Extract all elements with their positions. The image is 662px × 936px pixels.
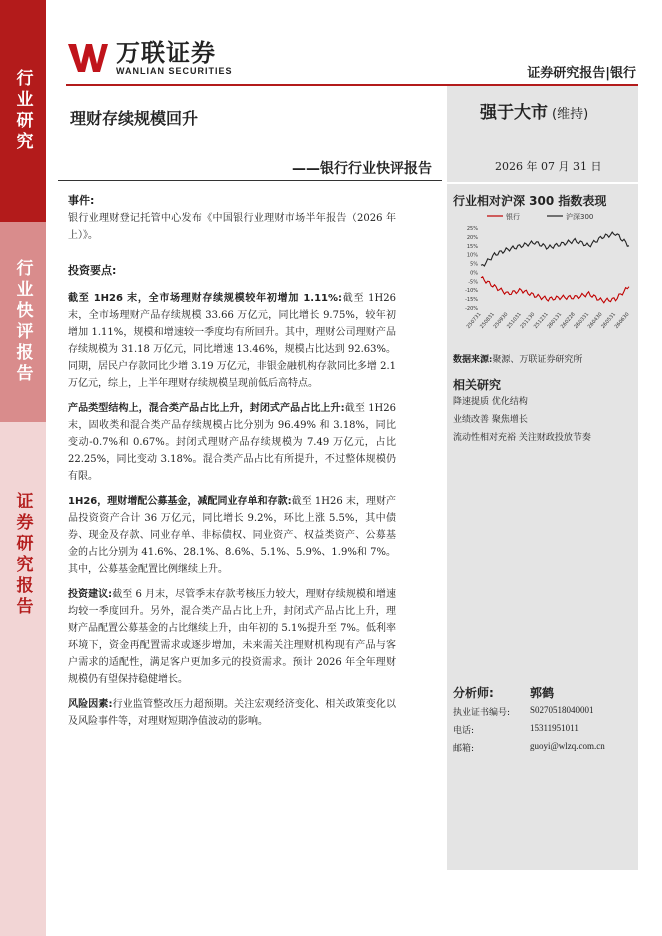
x-tick-label: 251031 [506,311,523,330]
sidebar-quick-comment [0,222,46,422]
report-category: 证券研究报告|银行 [527,66,636,81]
point-text: 截至 1H26 末，理财产品投资资产合计 36 万亿元，同比增长 9.2%，环比上涨 5.5%，其中债券、现金及存款、同业存单、非标债权、同业资产、权益类资产、公募基金的占比分别为 41.6%、28.1%、8.6%、5.1%、5.9%、1.9%和 7%。其中，公募基金配置比例继续上升。 [68,496,396,575]
x-tick-label: 260531 [600,311,618,330]
y-tick-label: 25% [466,226,478,232]
company-logo [66,40,233,76]
y-tick-label: -10% [465,288,478,295]
point-lead: 风险因素: [68,699,113,710]
series-line-csi300 [481,232,629,266]
points-heading: 投资要点: [68,264,117,277]
phone-value: 15311951011 [530,723,579,733]
rating-box [447,86,638,182]
sidebar-top-label: 行业研究 [12,69,33,153]
report-subtitle: ——银行行业快评报告 [292,161,432,177]
main-content [68,192,396,738]
title-divider [58,180,442,181]
point-scale [68,290,396,392]
point-text: 行业监管整改压力超预期。关注宏观经济变化、相关政策变化以及风险事件等，对理财短期净值波动的影响。 [68,699,396,727]
sidebar-middle-label: 行业快评报告 [12,259,33,385]
chart-source [453,352,582,365]
chart-source-text: 聚源、万联证券研究所 [492,355,583,365]
sidebar-industry-research [0,0,46,222]
x-tick-label: 250930 [492,311,510,330]
x-tick-label: 250831 [479,311,496,330]
email-label: 邮箱: [453,744,475,754]
legend-label: 沪深300 [566,213,594,221]
x-tick-label: 260430 [586,311,604,330]
x-tick-label: 251231 [532,311,550,330]
relative-performance-chart [457,208,634,350]
y-tick-label: 5% [470,261,478,268]
point-text: 截至 1H26 末，全市场理财产品存续规模 33.66 万亿元，同比增长 9.75%，较年初增加 1.11%，规模和增速较一季度均有所回升。其中，理财公司理财产品存续规模为 31.18 万亿元，同比增速 13.46%，规模占比达到 92.63%。同期，居民户存款同比少增 3.19 万亿元，非银金融机构存款同比多增 2.1 万亿元，综上，上半年理财存续规模呈现前低后高特点。 [68,293,396,389]
point-risk-factors [68,696,396,730]
y-tick-label: 15% [466,243,478,250]
y-tick-label: 0% [470,270,478,277]
related-item[interactable]: 业绩改善 聚焦增长 [453,415,528,425]
point-allocation [68,493,396,578]
wanlian-logo-icon [66,40,110,76]
series-line-bank [481,277,629,303]
sidebar-bottom-label: 证券研究报告 [12,492,33,618]
rating [480,98,588,123]
y-tick-label: -5% [468,279,478,286]
event-text: 银行业理财登记托管中心发布《中国银行业理财市场半年报告（2026 年上）》。 [68,213,396,241]
rating-sub: (维持) [552,107,589,122]
sidebar-band [0,0,46,936]
y-tick-label: 20% [466,234,478,241]
email-value[interactable]: guoyi@wlzq.com.cn [530,741,605,751]
license-value: S0270518040001 [530,705,594,715]
related-research-title: 相关研究 [453,378,502,392]
related-item[interactable]: 流动性相对充裕 关注财政投放节奏 [453,433,591,443]
point-lead: 投资建议: [68,589,113,600]
right-column [447,184,638,870]
x-tick-label: 260630 [613,311,631,330]
phone-label: 电话: [453,726,475,736]
point-text: 截至 6 月末，尽管季末存款考核压力较大，理财存续规模和增速均较一季度回升。另外，混合类产品占比上升，封闭式产品占比上升，理财产品配置公募基金的占比继续上升，由年初的 5.1%提升至 7%。低利率环境下，资金再配置需求或逐步增加，未来需关注理财机构现有产品与客户需求的适配性，满足客户更加多元的投资需求。预计 2026 年全年理财规模仍有望保持稳健增长。 [68,589,396,685]
x-tick-label: 260331 [573,311,591,330]
chart-source-label: 数据来源: [453,355,493,365]
point-lead: 产品类型结构上，混合类产品占比上升，封闭式产品占比上升: [68,403,345,414]
x-tick-label: 251130 [519,311,537,330]
x-tick-label: 260131 [546,311,564,330]
analyst-label: 分析师: [453,686,494,700]
legend-label: 银行 [506,213,520,221]
y-tick-label: -15% [465,297,478,304]
chart-section-title: 行业相对沪深 300 指数表现 [453,194,607,208]
point-investment-advice [68,586,396,688]
related-item[interactable]: 降速提质 优化结构 [453,397,528,407]
point-product-type [68,400,396,485]
event-heading: 事件: [68,194,95,207]
point-text: 截至 1H26 末，固收类和混合类产品存续规模占比分别为 96.49% 和 3.18%，同比变动-0.7%和 0.67%。封闭式理财产品存续规模为 7.49 万亿元，占比 22.25%，同比变动 3.18%。混合类产品占比有所提升，不过整体规模仍有限。 [68,403,396,482]
chart-svg [457,208,634,350]
point-lead: 截至 1H26 末，全市场理财存续规模较年初增加 1.11%: [68,293,343,304]
x-tick-label: 260228 [559,311,577,330]
logo-chinese-name: 万联证券 [116,39,216,67]
x-tick-label: 250731 [465,311,483,330]
report-title: 理财存续规模回升 [70,109,199,128]
license-label: 执业证书编号: [453,708,511,718]
report-date: 2026 年 07 月 31 日 [495,160,602,173]
analyst-name: 郭鹤 [530,686,555,700]
sidebar-research-report [0,422,46,936]
y-tick-label: 10% [466,252,478,259]
logo-english-name: WANLIAN SECURITIES [116,66,233,76]
rating-main: 强于大市 [480,103,548,123]
y-tick-label: -20% [465,306,478,312]
point-lead: 1H26，理财增配公募基金，减配同业存单和存款: [68,496,292,507]
